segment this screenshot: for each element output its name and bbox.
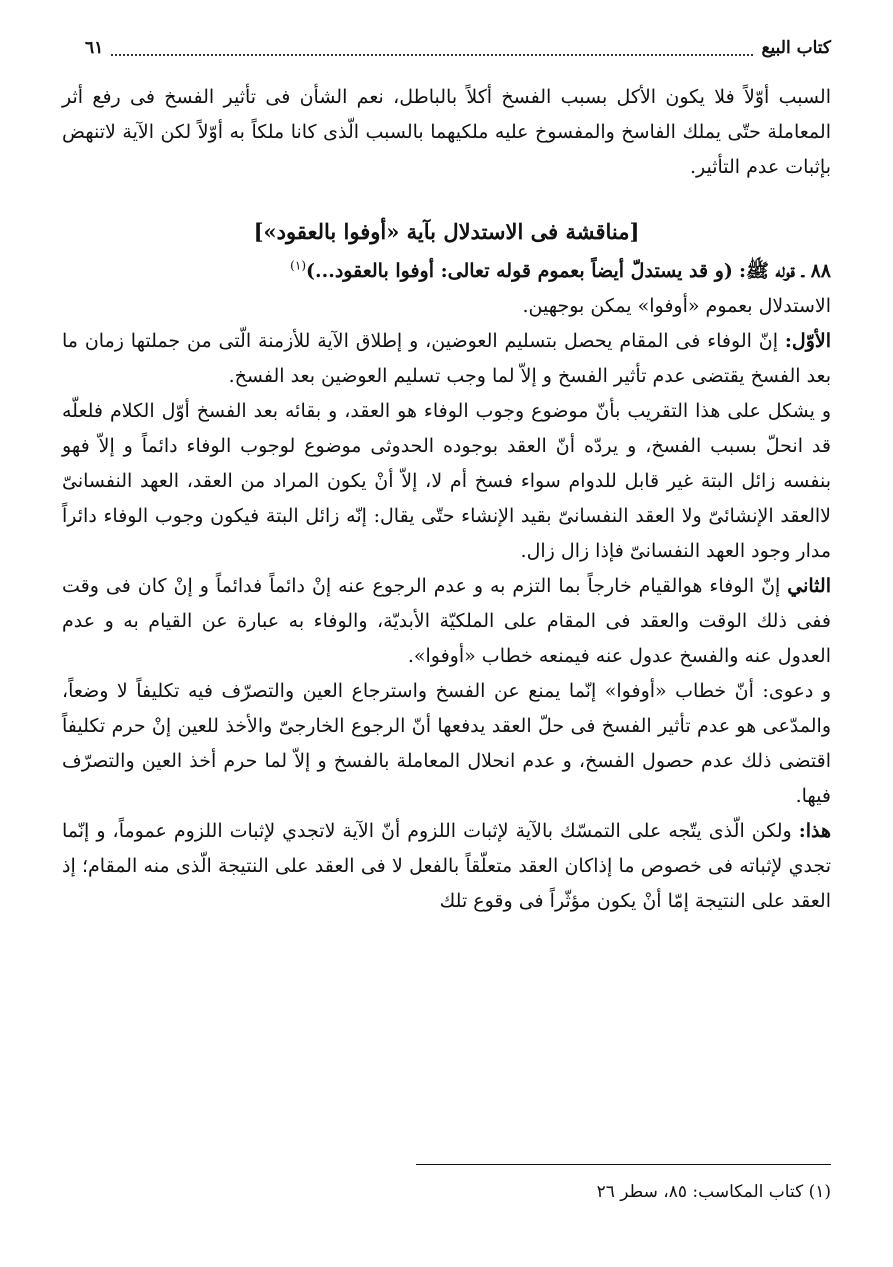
paragraph: و دعوى: أنّ خطاب «أوفوا» إنّما يمنع عن الفسخ واسترجاع العين والتصرّف فيه تكليفاً لا وضعاً، والمدّعى هو عدم تأثير الفسخ فى حلّ العقد يدفعها أنّ الرجوع الخارجىّ والأخذ للعين إنْ حرم تكليفاً اقتضى ذلك عدم حصول الفسخ، و عدم انحلال المعاملة بالفسخ و إلاّ لما حرم أخذ العين والتصرّف فيها. [62,680,831,807]
main-text [62,80,831,919]
paragraph: الاستدلال بعموم «أوفوا» يمكن بوجهين. [522,295,831,317]
footnote-divider [416,1164,831,1165]
page-number: ٦١ [85,38,104,58]
paragraph-text: إنّ الوفاء هوالقيام خارجاً بما التزم به و عدم الرجوع عنه إنْ دائماً فدائماً و إنْ كان فى وقت ففى ذلك الوقت والعقد فى المقام على الملكيّة الأبديّة، والوفاء به عبارة عن القيام به و عدم العدول عنه والفسخ عدول عنه فيمنعه خطاب «أوفوا». [62,575,831,667]
leader-dots [111,40,753,56]
paragraph-lead: الأوّل: [784,330,831,352]
paragraph-lead: الثاني [787,575,831,597]
section-heading: [مناقشة فى الاستدلال بآية «أوفوا بالعقود»] [253,219,640,244]
paragraph: السبب أوّلاً فلا يكون الأكل بسبب الفسخ أكلاً بالباطل، نعم الشأن فى تأثير الفسخ فى رفع أثر المعاملة حتّى يملك الفاسخ والمفسوخ عليه ملكيهما بالسبب الّذى كانا ملكاً به أوّلاً لكن الآية لاتنهض بإثبات عدم التأثير. [62,86,831,178]
paragraph-text: إنّ الوفاء فى المقام يحصل بتسليم العوضين، و إطلاق الآية للأزمنة الّتى من جملتها زمان ما بعد الفسخ يقتضى عدم تأثير الفسخ و إلاّ لما وجب تسليم العوضين بعد الفسخ. [62,330,831,387]
page-header [85,33,831,63]
paragraph [62,324,831,394]
footnote: (١) كتاب المكاسب: ٨٥، سطر ٢٦ [596,1182,831,1202]
paragraph-text: ولكن الّذى يتّجه على التمسّك بالآية لإثبات اللزوم أنّ الآية لاتجدي لإثبات اللزوم عموماً، و إنّما تجدي لإثباته فى خصوص ما إذاكان العقد متعلّقاً بالفعل لا فى العقد على النتيجة الّذى منه المقام؛ إذ العقد على النتيجة إمّا أنْ يكون مؤثّراً فى وقوع تلك [62,820,831,912]
running-title: كتاب البيع [761,38,831,58]
paragraph [62,569,831,674]
paragraph: و يشكل على هذا التقريب بأنّ موضوع وجوب الوفاء هو العقد، و بقائه بعد الفسخ أوّل الكلام فلعلّه قد انحلّ بسبب الفسخ، و يردّه أنّ العقد بوجوده الحدوثى موضوع لوجوب الوفاء دائماً و إلاّ فهو بنفسه زائل البتة غير قابل للدوام سواء فسخ أم لا، إلاّ أنْ يكون المراد من العقد، العهد النفسانىّ لاالعقد الإنشائىّ ولا العقد النفسانىّ بقيد الإنشاء حتّى يقال: إنّه زائل البتة فيكون وجوب الوفاء دائراً مدار وجود العهد النفسانىّ فإذا زال زال. [62,400,831,562]
paragraph [62,254,831,289]
quoted-text: (و قد يستدلّ أيضاً بعموم قوله تعالى: أوفوا بالعقود...) [306,260,733,282]
quoted-lead: ٨٨ ـ قوله ﷺ: [738,260,831,282]
paragraph-lead: هذا: [798,820,831,842]
footnote-marker: (١) [290,258,306,273]
paragraph [62,814,831,919]
